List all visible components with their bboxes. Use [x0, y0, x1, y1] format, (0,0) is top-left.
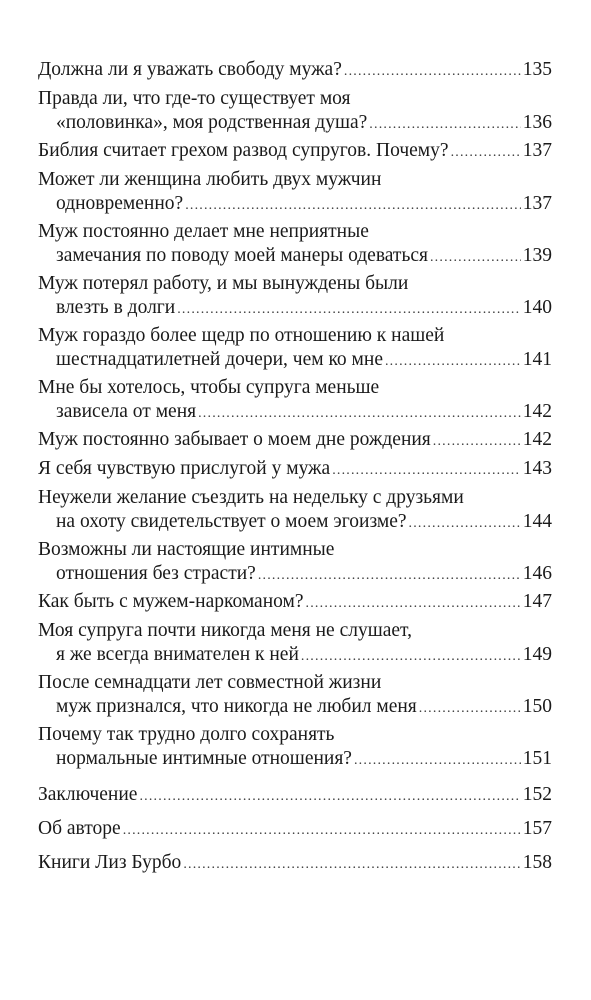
dot-leader: [301, 645, 521, 669]
toc-page-number: 158: [522, 852, 552, 873]
toc-page-number: 135: [522, 59, 552, 80]
dot-leader: [430, 246, 521, 270]
dot-leader: [369, 113, 520, 137]
toc-entry: [38, 324, 552, 374]
dot-leader: [419, 697, 521, 721]
toc-row: [38, 111, 552, 137]
toc-entry-title: Мне бы хотелось, чтобы супруга меньше: [38, 377, 380, 398]
toc-entry: [38, 671, 552, 721]
toc-entry: [38, 851, 552, 877]
toc-page-number: 137: [522, 140, 552, 161]
toc-row: [38, 400, 552, 426]
toc-page-number: 149: [522, 644, 552, 665]
toc-row: [38, 428, 552, 454]
toc-entry-title-continued: я же всегда внимателен к ней: [56, 644, 299, 665]
toc-entry-title: Муж постоянно забывает о моем дне рождения: [38, 429, 431, 450]
toc-entry-title-continued: одновременно?: [56, 193, 184, 214]
dot-leader: [183, 853, 520, 877]
toc-page-number: 142: [522, 429, 552, 450]
dot-leader: [433, 430, 521, 454]
dot-leader: [185, 194, 521, 218]
toc-entry: [38, 457, 552, 483]
dot-leader: [123, 819, 521, 843]
toc-page-number: 142: [522, 401, 552, 422]
toc-entry: [38, 783, 552, 809]
toc-entry-title-continued: зависела от меня: [56, 401, 197, 422]
toc-entry-title-continued: шестнадцатилетней дочери, чем ко мне: [56, 349, 383, 370]
toc-entry-title: Я себя чувствую прислугой у мужа: [38, 458, 331, 479]
toc-entry-title: Неужели желание съездить на недельку с друзьями: [38, 487, 464, 508]
toc-entry: [38, 168, 552, 218]
toc-page-number: 140: [522, 297, 552, 318]
toc-page-number: 144: [522, 511, 552, 532]
toc-entry-title: Правда ли, что где-то существует моя: [38, 88, 351, 109]
toc-entry-title: Муж постоянно делает мне неприятные: [38, 221, 369, 242]
toc-entry-title-continued: нормальные интимные отношения?: [56, 748, 352, 769]
toc-entry-title: Об авторе: [38, 818, 121, 839]
dot-leader: [258, 564, 521, 588]
toc-page-number: 152: [522, 784, 552, 805]
toc-entry: [38, 590, 552, 616]
dot-leader: [385, 350, 521, 374]
toc-entry-title: Муж гораздо более щедр по отношению к нашей: [38, 325, 445, 346]
toc-entry-title: Библия считает грехом развод супругов. Почему?: [38, 140, 449, 161]
dot-leader: [139, 785, 520, 809]
toc-entry: [38, 139, 552, 165]
dot-leader: [344, 60, 521, 84]
toc-row: [38, 348, 552, 374]
toc-row: [38, 244, 552, 270]
toc-entry-title: Моя супруга почти никогда меня не слушает,: [38, 620, 412, 641]
toc-page-number: 146: [522, 563, 552, 584]
toc-entry: [38, 428, 552, 454]
toc-entry: [38, 723, 552, 773]
toc-entry-title: Возможны ли настоящие интимные: [38, 539, 335, 560]
toc-entry-title-continued: муж признался, что никогда не любил меня: [56, 696, 417, 717]
toc-page-number: 136: [522, 112, 552, 133]
toc-entry-title: Может ли женщина любить двух мужчин: [38, 169, 382, 190]
toc-entry: [38, 58, 552, 84]
toc-entry-title-continued: отношения без страсти?: [56, 563, 256, 584]
toc-entry: [38, 87, 552, 137]
toc-entry: [38, 376, 552, 426]
toc-row: [38, 562, 552, 588]
toc-page-number: 143: [522, 458, 552, 479]
toc-page-number: 137: [522, 193, 552, 214]
toc-row: [38, 58, 552, 84]
toc-entry-title-continued: влезть в долги: [56, 297, 176, 318]
toc-entry-title: Книги Лиз Бурбо: [38, 852, 182, 873]
toc-entry-title: Почему так трудно долго сохранять: [38, 724, 335, 745]
dot-leader: [332, 459, 521, 483]
toc-entry-title: Муж потерял работу, и мы вынуждены были: [38, 273, 409, 294]
dot-leader: [409, 512, 521, 536]
toc-row: [38, 851, 552, 877]
toc-row: [38, 747, 552, 773]
toc-entry-title: Должна ли я уважать свободу мужа?: [38, 59, 342, 80]
toc-row: [38, 643, 552, 669]
toc-page-number: 141: [522, 349, 552, 370]
toc-row: [38, 590, 552, 616]
toc-page-number: 147: [522, 591, 552, 612]
dot-leader: [354, 749, 521, 773]
toc-entry: [38, 220, 552, 270]
toc-row: [38, 510, 552, 536]
toc-entry: [38, 619, 552, 669]
toc-entry-title: Заключение: [38, 784, 138, 805]
toc-row: [38, 817, 552, 843]
toc-row: [38, 139, 552, 165]
toc-entry: [38, 486, 552, 536]
table-of-contents: [38, 58, 552, 885]
dot-leader: [306, 592, 521, 616]
toc-entry: [38, 817, 552, 843]
dot-leader: [451, 141, 521, 165]
toc-entry: [38, 272, 552, 322]
dot-leader: [198, 402, 521, 426]
toc-page-number: 151: [522, 748, 552, 769]
toc-entry-title-continued: замечания по поводу моей манеры одеваться: [56, 245, 428, 266]
toc-page-number: 157: [522, 818, 552, 839]
toc-entry-title: Как быть с мужем-наркоманом?: [38, 591, 304, 612]
toc-row: [38, 192, 552, 218]
toc-row: [38, 695, 552, 721]
toc-entry-title-continued: «половинка», моя родственная душа?: [56, 112, 368, 133]
toc-row: [38, 783, 552, 809]
toc-entry-title: После семнадцати лет совместной жизни: [38, 672, 382, 693]
toc-row: [38, 457, 552, 483]
dot-leader: [177, 298, 521, 322]
toc-entry: [38, 538, 552, 588]
toc-entry-title-continued: на охоту свидетельствует о моем эгоизме?: [56, 511, 407, 532]
toc-page-number: 150: [522, 696, 552, 717]
toc-page-number: 139: [522, 245, 552, 266]
toc-row: [38, 296, 552, 322]
